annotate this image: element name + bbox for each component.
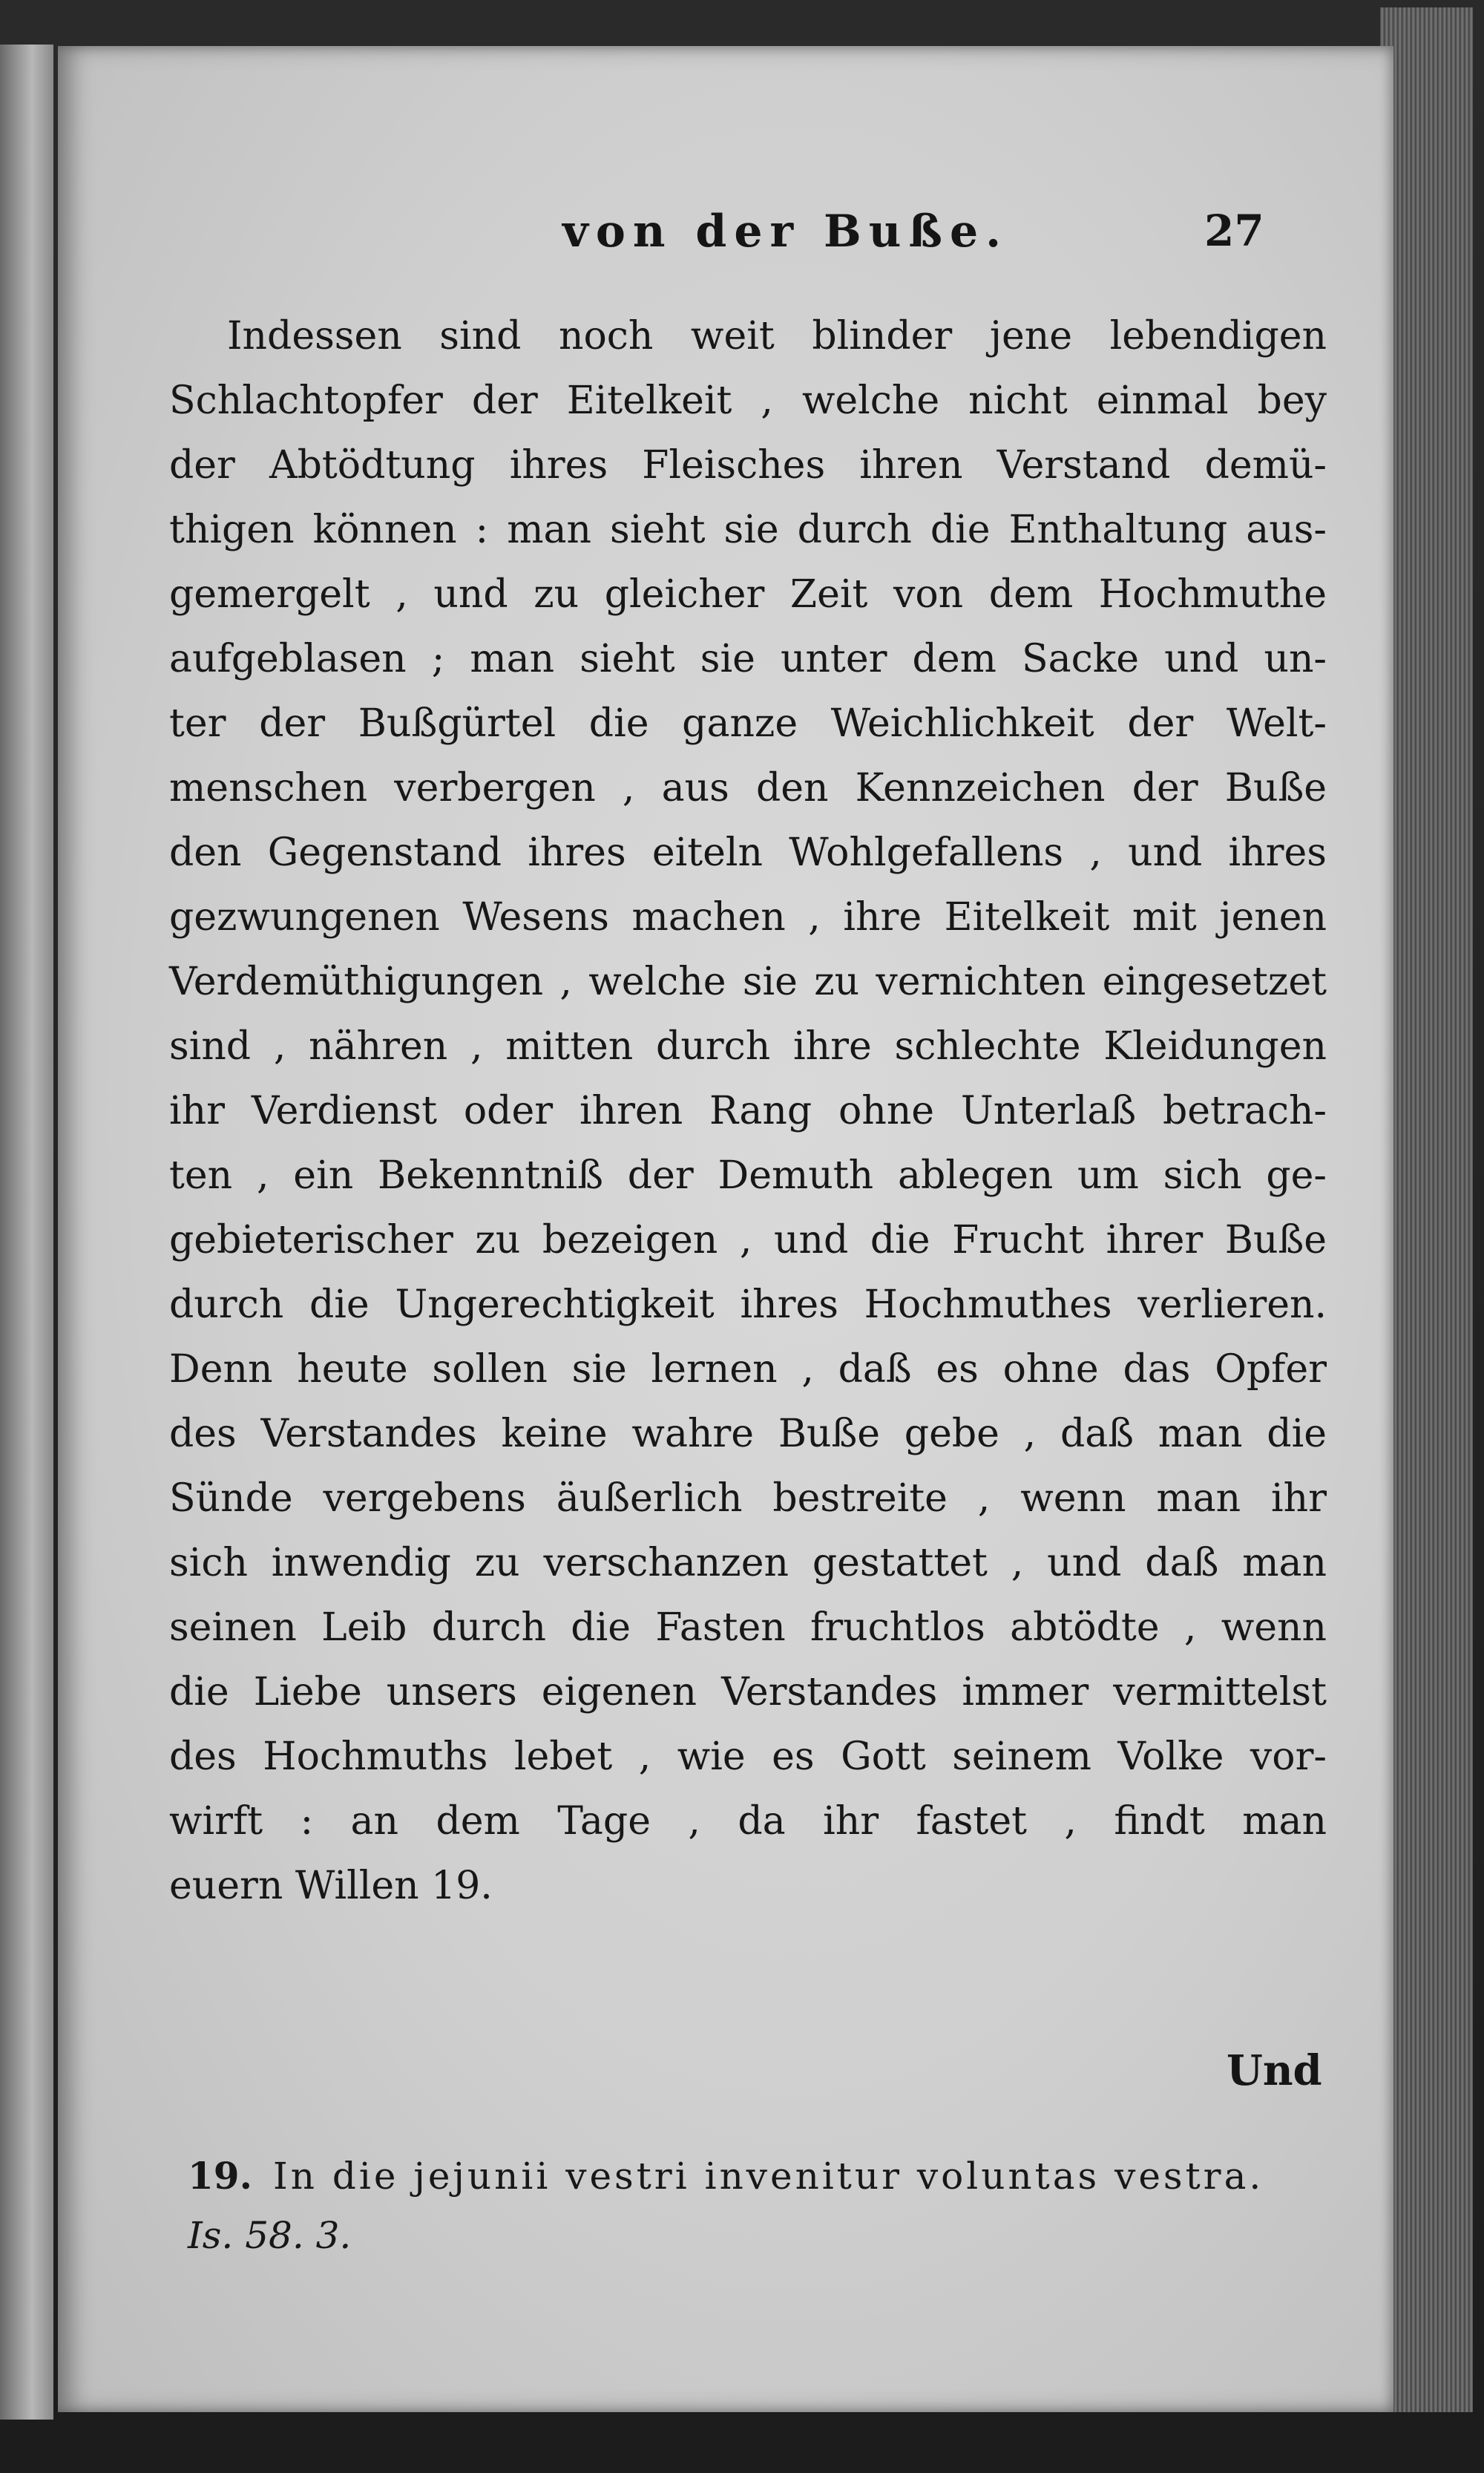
text-line: Denn heute sollen sie lernen , daß es ohne das Opfer xyxy=(169,1347,1327,1392)
footnote-marker: 19. xyxy=(188,2154,252,2198)
text-line: den Gegenstand ihres eiteln Wohlgefallens , und ihres xyxy=(169,831,1327,875)
text-line: Verdemüthigungen , welche sie zu vernichten eingesetzet xyxy=(169,960,1327,1004)
footnote xyxy=(188,2146,1330,2265)
text-line: gemergelt , und zu gleicher Zeit von dem Hochmuthe xyxy=(169,572,1327,617)
text-line: ter der Bußgürtel die ganze Weichlichkeit der Welt- xyxy=(169,701,1327,746)
text-line: seinen Leib durch die Fasten fruchtlos abtödte , wenn xyxy=(169,1605,1327,1650)
text-line: wirft : an dem Tage , da ihr fastet , findt man xyxy=(169,1799,1327,1844)
facing-page-edge xyxy=(0,45,53,2420)
text-line: gebieterischer zu bezeigen , und die Frucht ihrer Buße xyxy=(169,1218,1327,1262)
footnote-line xyxy=(188,2146,1330,2206)
body-text xyxy=(169,304,1327,1919)
text-line: aufgeblasen ; man sieht sie unter dem Sacke und un- xyxy=(169,637,1327,681)
page-header xyxy=(58,206,1393,272)
text-line: ihr Verdienst oder ihren Rang ohne Unterlaß betrach- xyxy=(169,1089,1327,1133)
footnote-text: In die jejunii vestri invenitur voluntas vestra. xyxy=(273,2155,1264,2198)
text-line: Schlachtopfer der Eitelkeit , welche nicht einmal bey xyxy=(169,379,1327,423)
text-line-last xyxy=(169,1854,1327,1919)
book-page xyxy=(58,46,1393,2412)
text-line: durch die Ungerechtigkeit ihres Hochmuthes verlieren. xyxy=(169,1283,1327,1327)
text-line: die Liebe unsers eigenen Verstandes immer vermittelst xyxy=(169,1670,1327,1714)
text-line: Indessen sind noch weit blinder jene lebendigen xyxy=(227,314,1327,358)
text-line: Sünde vergebens äußerlich bestreite , wenn man ihr xyxy=(169,1476,1327,1521)
text-line: des Hochmuths lebet , wie es Gott seinem Volke vor- xyxy=(169,1735,1327,1779)
text-line: sich inwendig zu verschanzen gestattet , und daß man xyxy=(169,1541,1327,1585)
text-line: menschen verbergen , aus den Kennzeichen der Buße xyxy=(169,766,1327,810)
catchword: Und xyxy=(1227,2046,1322,2095)
text-line: ten , ein Bekenntniß der Demuth ablegen um sich ge- xyxy=(169,1153,1327,1198)
text-line: thigen können : man sieht sie durch die Enthaltung aus- xyxy=(169,508,1327,552)
footnote-reference: 19. xyxy=(431,1864,493,1908)
text-line: gezwungenen Wesens machen , ihre Eitelkeit mit jenen xyxy=(169,895,1327,940)
page-block-edge xyxy=(1380,7,1473,2412)
text-line: des Verstandes keine wahre Buße gebe , daß man die xyxy=(169,1412,1327,1456)
last-line-text: euern Willen xyxy=(169,1864,419,1908)
running-title: von der Buße. xyxy=(562,206,1009,258)
text-line: sind , nähren , mitten durch ihre schlechte Kleidungen xyxy=(169,1024,1327,1069)
page-number: 27 xyxy=(1204,206,1264,256)
footnote-citation: Is. 58. 3. xyxy=(188,2214,352,2257)
text-line: der Abtödtung ihres Fleisches ihren Verstand demü- xyxy=(169,443,1327,488)
